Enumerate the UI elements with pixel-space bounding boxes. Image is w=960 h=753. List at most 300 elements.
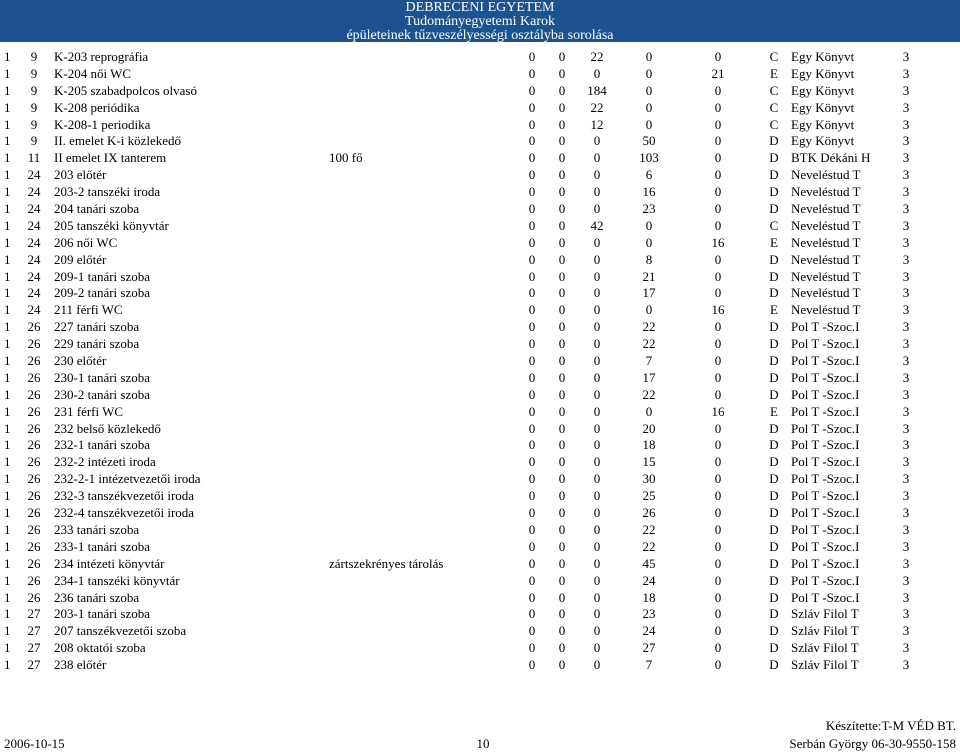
cell-category: 3 (902, 268, 910, 284)
cell-value-1: 0 (528, 572, 536, 588)
cell-value-1: 0 (528, 555, 536, 571)
cell-department: Egy Könyvt (791, 65, 855, 81)
cell-fire-class: D (769, 201, 779, 217)
cell-room-name: K-208 periódika (54, 99, 140, 115)
cell-building-code: 26 (27, 538, 41, 554)
cell-department: Egy Könyvt (791, 49, 855, 64)
cell-campus-code: 1 (4, 285, 11, 301)
table-row (0, 606, 960, 623)
cell-value-1: 0 (528, 589, 536, 605)
cell-department: Pol T -Szoc.I (791, 572, 860, 588)
cell-fire-class: D (769, 167, 779, 183)
cell-value-2: 0 (558, 386, 566, 402)
cell-campus-code: 1 (4, 589, 11, 605)
cell-campus-code: 1 (4, 521, 11, 537)
cell-building-code: 9 (30, 65, 38, 81)
cell-value-4: 16 (642, 184, 656, 200)
cell-value-4: 18 (642, 589, 656, 605)
cell-value-2: 0 (558, 521, 566, 537)
cell-value-3: 0 (593, 336, 601, 352)
cell-value-1: 0 (528, 302, 536, 318)
cell-value-3: 0 (593, 369, 601, 385)
cell-value-5: 0 (714, 217, 722, 233)
cell-department: Neveléstud T (791, 285, 861, 301)
cell-department: Egy Könyvt (791, 82, 855, 98)
cell-department: Szláv Filol T (791, 657, 859, 673)
cell-department: Egy Könyvt (791, 133, 855, 149)
cell-value-4: 23 (642, 201, 656, 217)
cell-value-3: 0 (593, 65, 601, 81)
cell-fire-class: D (769, 657, 779, 673)
cell-value-2: 0 (558, 99, 566, 115)
cell-value-3: 0 (593, 606, 601, 622)
cell-department: Pol T -Szoc.I (791, 403, 860, 419)
cell-department: Neveléstud T (791, 251, 861, 267)
cell-fire-class: D (769, 640, 779, 656)
cell-building-code: 26 (27, 420, 41, 436)
cell-value-5: 0 (714, 521, 722, 537)
cell-value-1: 0 (528, 217, 536, 233)
cell-value-1: 0 (528, 251, 536, 267)
cell-value-5: 0 (714, 285, 722, 301)
table-row (0, 387, 960, 404)
cell-fire-class: D (769, 623, 779, 639)
cell-room-note: 100 fő (329, 150, 363, 166)
cell-fire-class: C (769, 217, 779, 233)
cell-value-2: 0 (558, 65, 566, 81)
cell-value-3: 22 (590, 99, 604, 115)
table-row (0, 505, 960, 522)
cell-value-4: 8 (645, 251, 653, 267)
cell-category: 3 (902, 116, 910, 132)
cell-value-4: 0 (645, 65, 653, 81)
cell-fire-class: C (769, 82, 779, 98)
cell-value-3: 0 (593, 184, 601, 200)
cell-value-2: 0 (558, 184, 566, 200)
cell-value-2: 0 (558, 572, 566, 588)
cell-building-code: 9 (30, 133, 38, 149)
cell-department: Szláv Filol T (791, 623, 859, 639)
cell-value-1: 0 (528, 454, 536, 470)
cell-campus-code: 1 (4, 184, 11, 200)
cell-value-5: 0 (714, 640, 722, 656)
cell-value-4: 0 (645, 99, 653, 115)
cell-room-name: 206 női WC (54, 234, 118, 250)
cell-room-name: 230-2 tanári szoba (54, 386, 151, 402)
cell-fire-class: E (770, 403, 778, 419)
cell-room-name: 209-2 tanári szoba (54, 285, 151, 301)
cell-room-name: 209 előtér (54, 251, 107, 267)
cell-value-4: 6 (645, 167, 653, 183)
cell-department: Pol T -Szoc.I (791, 437, 860, 453)
cell-building-code: 26 (27, 488, 41, 504)
cell-fire-class: D (769, 369, 779, 385)
cell-value-3: 0 (593, 167, 601, 183)
cell-value-4: 15 (642, 454, 656, 470)
cell-fire-class: D (769, 488, 779, 504)
cell-value-3: 0 (593, 201, 601, 217)
cell-value-1: 0 (528, 640, 536, 656)
cell-room-name: 232 belső közlekedő (54, 420, 161, 436)
cell-value-3: 0 (593, 640, 601, 656)
cell-value-4: 0 (645, 116, 653, 132)
cell-fire-class: D (769, 437, 779, 453)
cell-value-4: 45 (642, 555, 656, 571)
cell-building-code: 24 (27, 251, 41, 267)
cell-category: 3 (902, 167, 910, 183)
cell-campus-code: 1 (4, 133, 11, 149)
table-row (0, 640, 960, 657)
cell-building-code: 9 (30, 49, 38, 64)
cell-value-2: 0 (558, 319, 566, 335)
cell-department: Pol T -Szoc.I (791, 454, 860, 470)
cell-building-code: 26 (27, 521, 41, 537)
cell-value-3: 0 (593, 521, 601, 537)
table-row (0, 285, 960, 302)
cell-value-3: 0 (593, 471, 601, 487)
cell-category: 3 (902, 521, 910, 537)
cell-value-4: 21 (642, 268, 656, 284)
table-row (0, 235, 960, 252)
table-row (0, 539, 960, 556)
cell-value-4: 17 (642, 285, 656, 301)
cell-value-3: 0 (593, 505, 601, 521)
cell-value-1: 0 (528, 133, 536, 149)
cell-value-3: 0 (593, 488, 601, 504)
cell-fire-class: C (769, 116, 779, 132)
cell-department: Pol T -Szoc.I (791, 488, 860, 504)
cell-department: Neveléstud T (791, 268, 861, 284)
cell-value-2: 0 (558, 369, 566, 385)
cell-fire-class: D (769, 386, 779, 402)
cell-department: Neveléstud T (791, 234, 861, 250)
cell-value-2: 0 (558, 49, 566, 64)
table-row (0, 454, 960, 471)
cell-fire-class: D (769, 589, 779, 605)
cell-department: Pol T -Szoc.I (791, 369, 860, 385)
cell-building-code: 26 (27, 369, 41, 385)
cell-campus-code: 1 (4, 302, 11, 318)
cell-value-4: 18 (642, 437, 656, 453)
cell-department: Neveléstud T (791, 201, 861, 217)
table-row (0, 184, 960, 201)
cell-value-4: 0 (645, 403, 653, 419)
cell-campus-code: 1 (4, 555, 11, 571)
cell-value-1: 0 (528, 201, 536, 217)
cell-room-name: K-208-1 periodika (54, 116, 151, 132)
cell-category: 3 (902, 319, 910, 335)
cell-room-name: 229 tanári szoba (54, 336, 140, 352)
cell-value-4: 22 (642, 538, 656, 554)
cell-campus-code: 1 (4, 167, 11, 183)
cell-room-name: 233 tanári szoba (54, 521, 140, 537)
cell-value-3: 0 (593, 403, 601, 419)
cell-value-5: 0 (714, 116, 722, 132)
cell-campus-code: 1 (4, 640, 11, 656)
cell-category: 3 (902, 386, 910, 402)
cell-value-3: 0 (593, 150, 601, 166)
cell-department: Pol T -Szoc.I (791, 555, 860, 571)
cell-room-name: 208 oktatói szoba (54, 640, 146, 656)
cell-room-name: 232-2 intézeti iroda (54, 454, 156, 470)
cell-room-name: II. emelet K-i közlekedő (54, 133, 182, 149)
cell-room-name: 203 előtér (54, 167, 107, 183)
cell-room-name: 207 tanszékvezetői szoba (54, 623, 187, 639)
cell-value-1: 0 (528, 99, 536, 115)
cell-value-4: 0 (645, 217, 653, 233)
cell-category: 3 (902, 99, 910, 115)
table-row (0, 522, 960, 539)
table-row (0, 100, 960, 117)
cell-campus-code: 1 (4, 606, 11, 622)
cell-fire-class: C (769, 99, 779, 115)
cell-room-name: 230 előtér (54, 353, 107, 369)
cell-value-1: 0 (528, 150, 536, 166)
cell-value-4: 22 (642, 319, 656, 335)
cell-value-2: 0 (558, 116, 566, 132)
table-row (0, 117, 960, 134)
cell-campus-code: 1 (4, 116, 11, 132)
cell-fire-class: D (769, 555, 779, 571)
cell-value-1: 0 (528, 386, 536, 402)
table-row (0, 573, 960, 590)
cell-building-code: 9 (30, 82, 38, 98)
cell-building-code: 26 (27, 555, 41, 571)
cell-campus-code: 1 (4, 657, 11, 673)
cell-campus-code: 1 (4, 251, 11, 267)
cell-value-1: 0 (528, 369, 536, 385)
cell-building-code: 26 (27, 454, 41, 470)
cell-category: 3 (902, 82, 910, 98)
cell-value-2: 0 (558, 437, 566, 453)
cell-category: 3 (902, 353, 910, 369)
cell-value-5: 0 (714, 606, 722, 622)
cell-value-1: 0 (528, 268, 536, 284)
cell-value-4: 24 (642, 623, 656, 639)
cell-campus-code: 1 (4, 505, 11, 521)
cell-category: 3 (902, 133, 910, 149)
cell-department: Pol T -Szoc.I (791, 336, 860, 352)
cell-department: Pol T -Szoc.I (791, 471, 860, 487)
cell-category: 3 (902, 234, 910, 250)
cell-value-4: 24 (642, 572, 656, 588)
header-banner (0, 0, 960, 42)
cell-value-1: 0 (528, 488, 536, 504)
cell-building-code: 26 (27, 505, 41, 521)
cell-value-2: 0 (558, 268, 566, 284)
cell-value-1: 0 (528, 437, 536, 453)
table-row (0, 471, 960, 488)
cell-category: 3 (902, 65, 910, 81)
cell-category: 3 (902, 150, 910, 166)
cell-value-3: 0 (593, 353, 601, 369)
cell-department: Neveléstud T (791, 302, 861, 318)
cell-department: Pol T -Szoc.I (791, 353, 860, 369)
cell-value-2: 0 (558, 353, 566, 369)
cell-room-name: 231 férfi WC (54, 403, 124, 419)
cell-fire-class: D (769, 454, 779, 470)
cell-value-2: 0 (558, 488, 566, 504)
cell-value-2: 0 (558, 505, 566, 521)
table-row (0, 302, 960, 319)
cell-value-1: 0 (528, 623, 536, 639)
cell-value-5: 0 (714, 49, 722, 64)
cell-category: 3 (902, 184, 910, 200)
cell-value-2: 0 (558, 302, 566, 318)
cell-room-name: 227 tanári szoba (54, 319, 140, 335)
table-row (0, 201, 960, 218)
cell-value-2: 0 (558, 251, 566, 267)
cell-campus-code: 1 (4, 386, 11, 402)
cell-building-code: 26 (27, 386, 41, 402)
cell-value-5: 16 (711, 234, 725, 250)
cell-value-1: 0 (528, 184, 536, 200)
cell-value-3: 0 (593, 437, 601, 453)
cell-value-5: 0 (714, 201, 722, 217)
cell-value-5: 0 (714, 150, 722, 166)
cell-value-5: 0 (714, 353, 722, 369)
cell-value-1: 0 (528, 505, 536, 521)
cell-building-code: 26 (27, 319, 41, 335)
cell-fire-class: D (769, 184, 779, 200)
cell-department: Egy Könyvt (791, 116, 855, 132)
cell-value-3: 12 (590, 116, 604, 132)
cell-value-1: 0 (528, 49, 536, 64)
header-document-title: épületeinek tűzveszélyességi osztályba sorolása (346, 28, 614, 43)
cell-category: 3 (902, 437, 910, 453)
cell-department: Pol T -Szoc.I (791, 386, 860, 402)
cell-value-4: 26 (642, 505, 656, 521)
cell-building-code: 27 (27, 640, 41, 656)
cell-campus-code: 1 (4, 234, 11, 250)
cell-room-name: 203-2 tanszéki iroda (54, 184, 161, 200)
cell-value-3: 0 (593, 623, 601, 639)
cell-value-5: 0 (714, 133, 722, 149)
cell-value-4: 0 (645, 234, 653, 250)
cell-building-code: 9 (30, 116, 38, 132)
table-row (0, 421, 960, 438)
cell-value-3: 0 (593, 234, 601, 250)
cell-campus-code: 1 (4, 454, 11, 470)
cell-fire-class: D (769, 471, 779, 487)
cell-value-2: 0 (558, 133, 566, 149)
cell-room-name: 233-1 tanári szoba (54, 538, 151, 554)
cell-value-1: 0 (528, 167, 536, 183)
cell-value-2: 0 (558, 403, 566, 419)
cell-room-note: zártszekrényes tárolás (329, 555, 444, 571)
cell-department: Pol T -Szoc.I (791, 589, 860, 605)
cell-building-code: 26 (27, 403, 41, 419)
cell-value-3: 0 (593, 251, 601, 267)
cell-campus-code: 1 (4, 369, 11, 385)
cell-building-code: 24 (27, 201, 41, 217)
cell-building-code: 26 (27, 572, 41, 588)
cell-value-5: 0 (714, 471, 722, 487)
cell-fire-class: D (769, 133, 779, 149)
table-row (0, 252, 960, 269)
table-row (0, 269, 960, 286)
cell-fire-class: E (770, 65, 778, 81)
cell-value-4: 0 (645, 302, 653, 318)
table-row (0, 556, 960, 573)
cell-value-1: 0 (528, 403, 536, 419)
cell-value-5: 0 (714, 454, 722, 470)
cell-department: Pol T -Szoc.I (791, 319, 860, 335)
table-row (0, 336, 960, 353)
cell-category: 3 (902, 403, 910, 419)
cell-value-3: 0 (593, 319, 601, 335)
table-row (0, 623, 960, 640)
cell-value-2: 0 (558, 217, 566, 233)
cell-building-code: 24 (27, 268, 41, 284)
cell-value-5: 21 (711, 65, 725, 81)
cell-value-2: 0 (558, 454, 566, 470)
cell-department: Neveléstud T (791, 217, 861, 233)
cell-value-4: 22 (642, 521, 656, 537)
cell-value-3: 0 (593, 589, 601, 605)
cell-value-2: 0 (558, 420, 566, 436)
cell-fire-class: D (769, 150, 779, 166)
cell-room-name: 203-1 tanári szoba (54, 606, 151, 622)
cell-building-code: 26 (27, 437, 41, 453)
cell-campus-code: 1 (4, 420, 11, 436)
cell-category: 3 (902, 302, 910, 318)
cell-department: Pol T -Szoc.I (791, 505, 860, 521)
cell-campus-code: 1 (4, 623, 11, 639)
footer-page-number: 10 (476, 736, 490, 751)
cell-value-5: 0 (714, 572, 722, 588)
cell-value-2: 0 (558, 640, 566, 656)
cell-building-code: 26 (27, 589, 41, 605)
cell-value-5: 0 (714, 657, 722, 673)
cell-fire-class: E (770, 234, 778, 250)
cell-value-4: 27 (642, 640, 656, 656)
cell-value-1: 0 (528, 471, 536, 487)
cell-department: Neveléstud T (791, 167, 861, 183)
cell-campus-code: 1 (4, 353, 11, 369)
cell-campus-code: 1 (4, 150, 11, 166)
cell-value-1: 0 (528, 285, 536, 301)
cell-value-5: 0 (714, 538, 722, 554)
table-row (0, 49, 960, 66)
cell-value-1: 0 (528, 521, 536, 537)
table-row (0, 657, 960, 674)
cell-value-4: 20 (642, 420, 656, 436)
cell-value-2: 0 (558, 201, 566, 217)
cell-value-2: 0 (558, 234, 566, 250)
table-row (0, 488, 960, 505)
cell-value-4: 0 (645, 82, 653, 98)
cell-building-code: 26 (27, 353, 41, 369)
cell-value-3: 0 (593, 268, 601, 284)
cell-room-name: K-203 reprográfia (54, 49, 149, 64)
cell-campus-code: 1 (4, 217, 11, 233)
cell-value-5: 0 (714, 555, 722, 571)
cell-building-code: 11 (27, 150, 41, 166)
table-row (0, 370, 960, 387)
cell-department: Pol T -Szoc.I (791, 538, 860, 554)
cell-campus-code: 1 (4, 65, 11, 81)
cell-fire-class: D (769, 251, 779, 267)
cell-building-code: 24 (27, 167, 41, 183)
table-row (0, 590, 960, 607)
cell-value-4: 50 (642, 133, 656, 149)
cell-room-name: 234-1 tanszéki könyvtár (54, 572, 180, 588)
cell-department: Szláv Filol T (791, 606, 859, 622)
table-row (0, 319, 960, 336)
cell-room-name: 209-1 tanári szoba (54, 268, 151, 284)
cell-value-5: 0 (714, 488, 722, 504)
